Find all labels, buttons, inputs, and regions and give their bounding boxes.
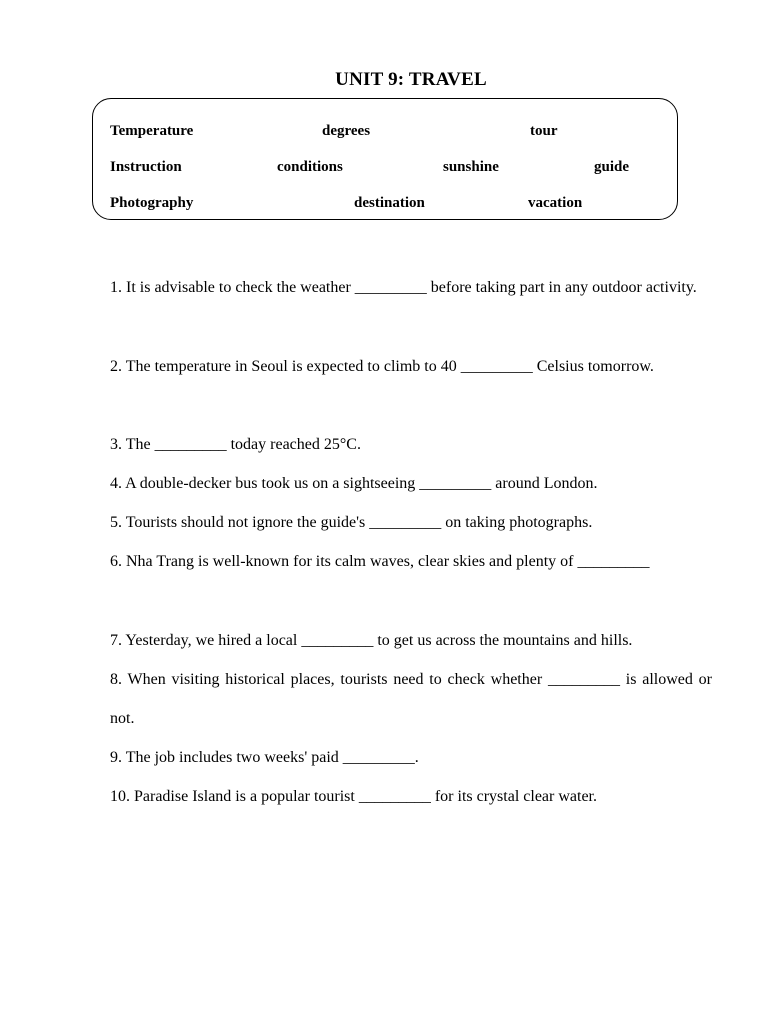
question-10: 10. Paradise Island is a popular tourist _________ for its crystal clear water. — [110, 788, 597, 805]
word-bank-item: Instruction — [110, 159, 182, 175]
word-bank-item: vacation — [528, 195, 583, 211]
word-bank-item: tour — [530, 123, 558, 139]
word-bank-item: destination — [354, 195, 425, 211]
word-bank-item: degrees — [322, 123, 371, 139]
word-bank-item: conditions — [277, 159, 343, 175]
question-7: 7. Yesterday, we hired a local _________ to get us across the mountains and hills. — [110, 632, 633, 649]
question-6: 6. Nha Trang is well-known for its calm waves, clear skies and plenty of _________ — [110, 553, 650, 570]
question-1: 1. It is advisable to check the weather _________ before taking part in any outdoor activity. — [110, 279, 697, 296]
question-9: 9. The job includes two weeks' paid _________. — [110, 749, 419, 766]
question-2: 2. The temperature in Seoul is expected to climb to 40 _________ Celsius tomorrow. — [110, 358, 654, 375]
question-8: 8. When visiting historical places, tourists need to check whether _________ is allowed or not. — [110, 671, 712, 727]
word-bank-item: Photography — [110, 195, 194, 211]
word-bank-item: sunshine — [443, 159, 499, 175]
question-3: 3. The _________ today reached 25°C. — [110, 436, 361, 453]
question-4: 4. A double-decker bus took us on a sightseeing _________ around London. — [110, 475, 598, 492]
word-bank-item: guide — [594, 159, 630, 175]
question-5: 5. Tourists should not ignore the guide's _________ on taking photographs. — [110, 514, 593, 531]
page-title: UNIT 9: TRAVEL — [335, 69, 487, 90]
word-bank-item: Temperature — [110, 123, 194, 139]
